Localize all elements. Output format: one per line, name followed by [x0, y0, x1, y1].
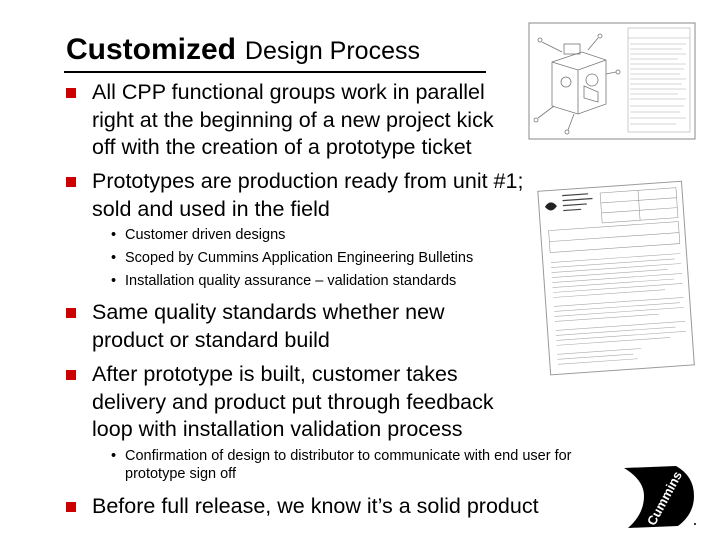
- bullet-dot-icon: •: [111, 227, 117, 243]
- bullet-parallel-groups: [92, 79, 494, 162]
- bullet-square-icon: [66, 370, 76, 380]
- bullet-line: All CPP functional groups work in parallel: [92, 80, 485, 104]
- bullet-line: delivery and product put through feedback: [92, 389, 494, 414]
- cummins-logo-icon: [618, 462, 698, 530]
- bullet-square-icon: [66, 177, 76, 187]
- bullet-dot-icon: •: [111, 250, 117, 266]
- bullet-line: off with the creation of a prototype ticket: [92, 135, 472, 159]
- bullet-line: Prototypes are production ready from unit #1;: [92, 169, 524, 193]
- sub-bullet-text: Installation quality assurance – validation standards: [125, 273, 457, 289]
- bullet-same-quality: [92, 299, 445, 354]
- sub-bullet-line: prototype sign off: [125, 465, 236, 482]
- bullet-line: loop with installation validation process: [92, 417, 463, 441]
- bullet-before-release: [92, 493, 539, 521]
- title-underline: [64, 71, 486, 73]
- sub-bullet-confirmation: [111, 448, 572, 483]
- bullet-line: product or standard build: [92, 327, 330, 352]
- sub-bullet-text: Scoped by Cummins Application Engineering Bulletins: [125, 250, 474, 266]
- sub-bullet-text: Customer driven designs: [125, 227, 286, 243]
- bullet-square-icon: [66, 308, 76, 318]
- bullet-dot-icon: •: [111, 448, 117, 464]
- sub-bullet-scoped-by-bulletins: [111, 250, 474, 268]
- bullet-line: Same quality standards whether new: [92, 300, 445, 324]
- bullet-line: After prototype is built, customer takes: [92, 362, 458, 386]
- sub-bullet-line: Confirmation of design to distributor to communicate with end user for: [125, 448, 572, 464]
- slide-title: [66, 30, 420, 67]
- bullet-square-icon: [66, 88, 76, 98]
- sub-bullet-customer-driven: [111, 227, 286, 245]
- engineering-drawing-icon: [528, 22, 696, 140]
- bullet-line: Before full release, we know it’s a solid product: [92, 494, 539, 518]
- bullet-dot-icon: •: [111, 273, 117, 289]
- bullet-square-icon: [66, 502, 76, 512]
- title-bold-part: Customized: [66, 33, 237, 66]
- bullet-production-ready: [92, 168, 523, 223]
- sub-bullet-installation-quality: [111, 273, 457, 291]
- bulletin-document-icon: [536, 178, 698, 376]
- logo-wordmark: Cummins: [643, 468, 685, 528]
- bullet-line: sold and used in the field: [92, 196, 330, 221]
- title-regular-part: Design Process: [244, 37, 420, 65]
- bullet-after-prototype: [92, 361, 494, 444]
- bullet-line: right at the beginning of a new project kick: [92, 107, 494, 132]
